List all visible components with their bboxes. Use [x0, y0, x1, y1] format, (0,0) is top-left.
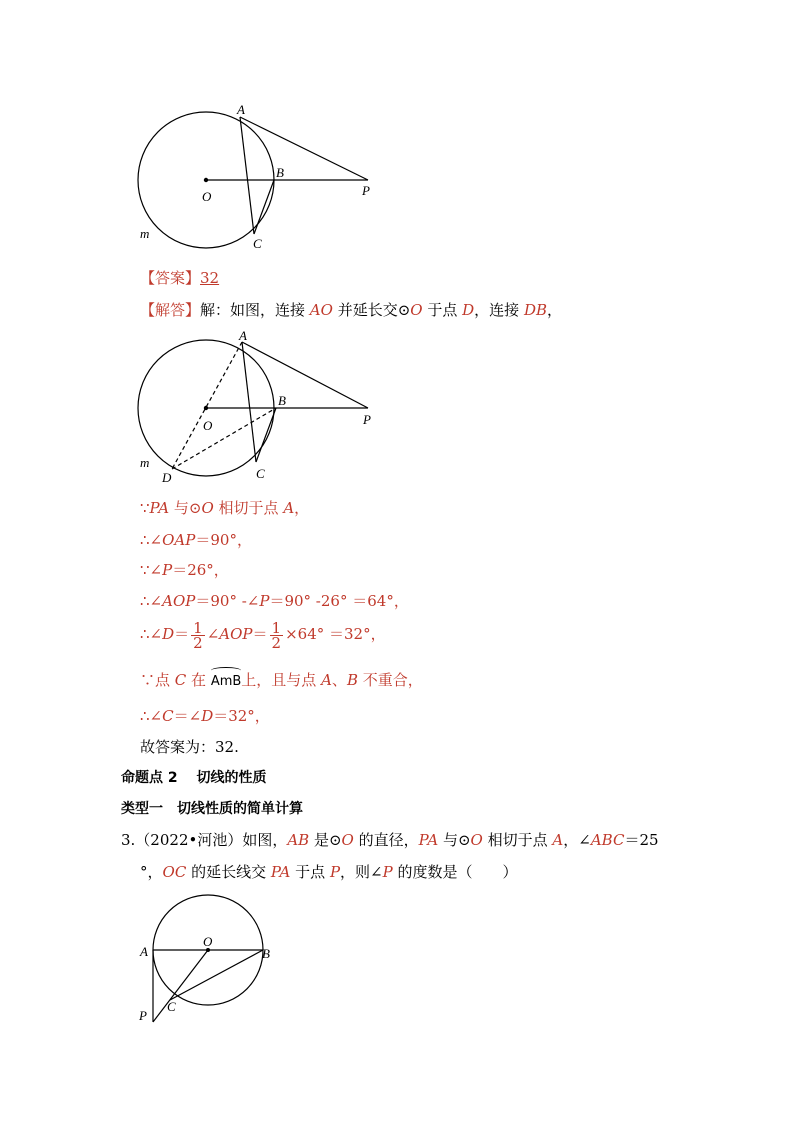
label-o: O: [203, 418, 213, 433]
step-3: [140, 560, 229, 580]
figure-2-circle-with-diameter: [130, 330, 390, 490]
step-4: [140, 591, 409, 611]
angle-p: P: [259, 592, 270, 610]
chord-bc: [256, 408, 276, 462]
problem-text: 与⊙: [438, 831, 471, 849]
numerator: 1: [193, 618, 203, 637]
segment-pa: PA: [418, 831, 439, 849]
point-d: D: [462, 301, 475, 319]
angle-p: P: [382, 863, 393, 881]
label-c: C: [253, 236, 262, 251]
step-6: [140, 670, 423, 692]
step-text: ×64° ＝32°，: [285, 625, 386, 643]
arc-amb: AmB: [211, 672, 241, 692]
angle-abc: ABC: [590, 831, 625, 849]
step-text: ＝32°，: [213, 707, 270, 725]
step-text: ∴∠: [140, 625, 163, 643]
solution-text: 解：如图，连接: [200, 301, 310, 319]
tangent-ap: [240, 117, 368, 180]
step-text: ∴∠: [140, 592, 163, 610]
angle-d: D: [162, 625, 175, 643]
solution-prefix: 【解答】: [140, 301, 201, 319]
point-a: A: [321, 671, 332, 689]
problem-text: °，: [140, 863, 163, 881]
denominator: 2: [271, 633, 282, 652]
label-d: D: [162, 470, 172, 485]
step-2: [140, 530, 252, 550]
answer-value: 32: [200, 269, 220, 287]
step-8: 故答案为：32.: [140, 738, 239, 756]
label-c: C: [256, 466, 265, 481]
chord-bc: [254, 180, 274, 234]
chord-ac: [240, 117, 254, 234]
point-a: A: [283, 499, 295, 517]
angle-c: C: [162, 707, 174, 725]
answer-line: [140, 268, 219, 288]
label-a: A: [140, 944, 148, 959]
step-text: 在: [186, 671, 211, 689]
step-text: 与⊙: [169, 499, 202, 517]
label-p: P: [363, 412, 371, 427]
segment-db: DB: [523, 301, 548, 319]
problem-text: 的延长线交: [186, 863, 271, 881]
problem-text: 是⊙: [309, 831, 342, 849]
tangent-ap: [242, 342, 368, 408]
point-b: B: [346, 671, 358, 689]
step-text: ＝: [174, 625, 190, 643]
fraction-half: [191, 618, 205, 652]
center-point: [204, 178, 208, 182]
label-a: A: [239, 328, 247, 343]
point-o: O: [341, 831, 354, 849]
step-text: ，: [294, 499, 310, 517]
problem-text: 相切于点: [482, 831, 553, 849]
label-p: P: [139, 1008, 147, 1023]
label-b: B: [278, 393, 286, 408]
step-text: ∵∠: [140, 561, 163, 579]
solution-intro: [140, 300, 562, 320]
solution-text: ，连接: [474, 301, 524, 319]
angle-aop: AOP: [219, 625, 253, 643]
step-1: [140, 498, 309, 518]
angle-p: P: [162, 561, 173, 579]
segment-op: [153, 950, 208, 1022]
segment-ao: AO: [309, 301, 333, 319]
problem-text: ＝25: [624, 831, 659, 849]
solution-text: ，: [547, 301, 563, 319]
problem-text: 3.（2022•河池）如图，: [121, 831, 288, 849]
label-p: P: [362, 183, 370, 198]
solution-text: 并延长交⊙: [332, 301, 411, 319]
denominator: 2: [193, 633, 203, 652]
solution-text: 于点: [422, 301, 463, 319]
segment-bc: [170, 950, 263, 1000]
figure-3-circle-diameter-tangent: [130, 890, 290, 1030]
answer-prefix: 【答案】: [140, 269, 201, 287]
problem-3-line-2: [140, 862, 518, 882]
section-heading-2: 类型一 切线性质的简单计算: [121, 801, 303, 817]
step-text: ∵点: [140, 671, 175, 689]
center-point: [204, 406, 208, 410]
fraction-half: [270, 618, 284, 652]
step-text: ∠: [206, 625, 220, 643]
step-text: 不重合，: [357, 671, 423, 689]
point-o: O: [201, 499, 214, 517]
angle-oap: OAP: [162, 531, 196, 549]
problem-3-line-1: [121, 830, 659, 850]
numerator: 1: [271, 618, 282, 637]
segment-pa: PA: [149, 499, 170, 517]
segment-oc: OC: [162, 863, 187, 881]
segment-pa: PA: [270, 863, 291, 881]
label-b: B: [262, 946, 270, 961]
point-a: A: [552, 831, 564, 849]
label-c: C: [167, 999, 176, 1014]
step-5: [140, 620, 386, 650]
step-7: [140, 706, 270, 726]
label-o: O: [202, 189, 212, 204]
segment-ab: AB: [287, 831, 310, 849]
step-text: 、: [331, 671, 347, 689]
point-c: C: [174, 671, 187, 689]
step-text: ＝: [252, 625, 268, 643]
step-text: ＝90° -∠: [195, 592, 260, 610]
dashed-ad: [172, 342, 242, 469]
problem-text: 的直径，: [353, 831, 419, 849]
step-text: ＝∠: [173, 707, 202, 725]
step-text: ＝90° -26° ＝64°，: [269, 592, 409, 610]
step-text: 上，且与点: [241, 671, 322, 689]
label-m: m: [140, 226, 150, 241]
angle-d: D: [201, 707, 214, 725]
step-text: ∴∠: [140, 707, 163, 725]
step-text: ＝26°，: [172, 561, 229, 579]
label-b: B: [276, 165, 284, 180]
step-text: 相切于点: [213, 499, 284, 517]
figure-1-circle-tangent: [130, 100, 390, 260]
section-heading-1: 命题点 2 切线的性质: [121, 770, 267, 786]
angle-aop: AOP: [162, 592, 196, 610]
point-p: P: [329, 863, 341, 881]
label-o: O: [203, 934, 213, 949]
problem-text: ，则∠: [340, 863, 383, 881]
step-text: ∴∠: [140, 531, 163, 549]
step-text: ＝90°，: [195, 531, 252, 549]
label-a: A: [237, 102, 245, 117]
label-m: m: [140, 455, 150, 470]
point-o: O: [470, 831, 483, 849]
dashed-db: [172, 408, 276, 469]
problem-text: 于点: [290, 863, 330, 881]
step-text: ∵: [140, 499, 150, 517]
point-o: O: [410, 301, 423, 319]
problem-text: 的度数是（ ）: [392, 863, 518, 881]
problem-text: ，∠: [563, 831, 591, 849]
